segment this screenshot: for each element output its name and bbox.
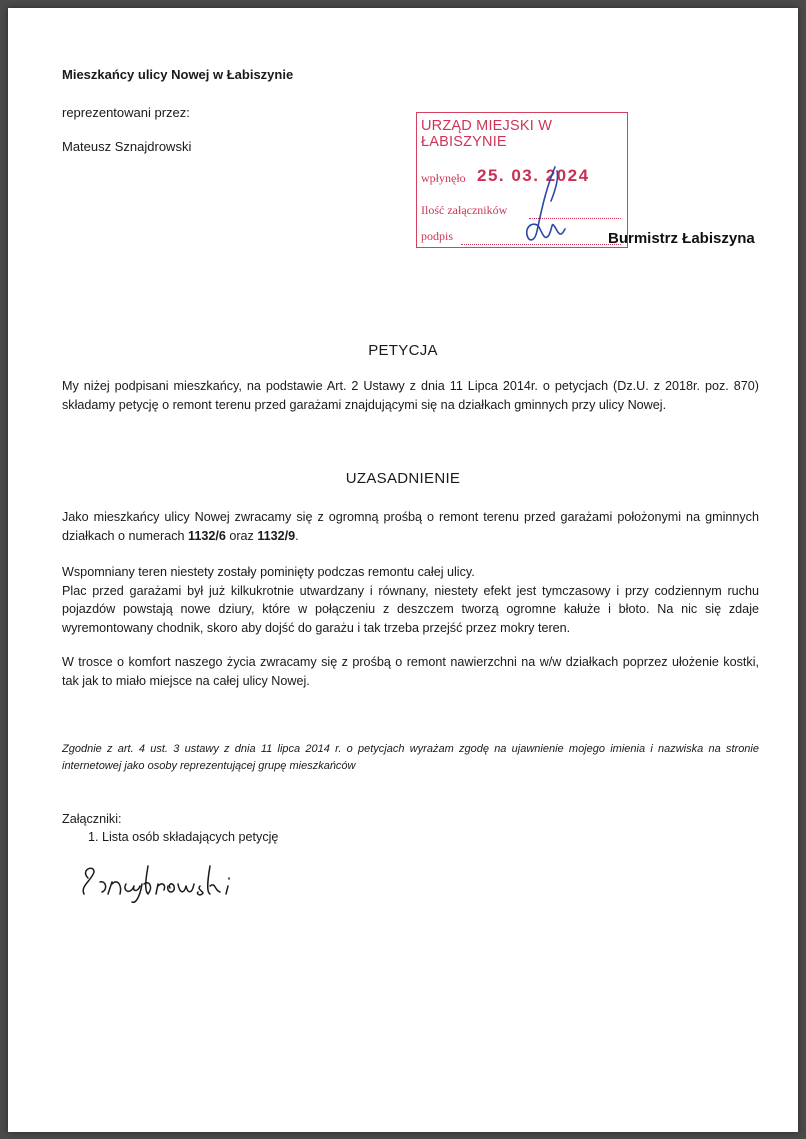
justification-heading: UZASADNIENIE bbox=[345, 470, 461, 487]
attachments-label: Załączniki: bbox=[62, 812, 122, 826]
petition-heading: PETYCJA bbox=[368, 342, 438, 359]
parcel-number-1: 1132/6 bbox=[188, 528, 226, 543]
stamp-attachments-label: Ilość załączników bbox=[421, 203, 508, 217]
consent-statement: Zgodnie z art. 4 ust. 3 ustawy z dnia 11 lipca 2014 r. o petycjach wyrażam zgodę na ujawnienie mojego imienia i nazwiska na stronie internetowej jako osoby reprezentującej grupę mieszkańców bbox=[62, 743, 759, 772]
justification-paragraph-4 bbox=[62, 653, 759, 690]
justification-p1-end: . bbox=[295, 528, 299, 543]
registry-stamp bbox=[416, 112, 628, 248]
petition-text bbox=[62, 377, 759, 414]
parcel-number-2: 1132/9 bbox=[257, 528, 296, 543]
stamp-received-label: wpłynęło bbox=[421, 171, 466, 185]
handwritten-signature bbox=[78, 856, 248, 906]
justification-paragraph-2 bbox=[62, 563, 759, 637]
justification-paragraph-1 bbox=[62, 508, 759, 545]
justification-p4-text: W trosce o komfort naszego życia zwracamy się z prośbą o remont nawierzchni na w/w działkach poprzez ułożenie kostki, tak jak to miało miejsce na całej ulicy Nowej. bbox=[62, 655, 759, 688]
represented-by-label: reprezentowani przez: bbox=[62, 105, 190, 120]
justification-p2-text: Wspomniany teren niestety zostały pominięty podczas remontu całej ulicy. bbox=[62, 565, 475, 579]
sender-title: Mieszkańcy ulicy Nowej w Łabiszynie bbox=[62, 67, 294, 82]
attachment-item: 1. Lista osób składających petycję bbox=[88, 830, 279, 844]
justification-p3-text: Plac przed garażami był już kilkukrotnie utwardzany i równany, niestety efekt jest tymczasowy i przy codziennym ruchu pojazdów powstają nowe dziury, które w połączeniu z deszczem tworzą ogromne kałuże i błoto. Na nic się zdaje wyremontowany chodnik, skoro aby dojść do garażu i tak trzeba przejść przez mokry teren. bbox=[62, 583, 759, 635]
document-page bbox=[8, 8, 798, 1132]
justification-p1-text: Jako mieszkańcy ulicy Nowej zwracamy się z ogromną prośbą o remont terenu przed garażami położonymi na gminnych działkach o numerach bbox=[62, 510, 759, 543]
justification-p1-mid: oraz bbox=[225, 528, 258, 543]
stamp-signature-label: podpis bbox=[421, 229, 454, 243]
stamp-office: URZĄD MIEJSKI W ŁABISZYNIE bbox=[421, 118, 553, 150]
stamp-date: 25. 03. 2024 bbox=[477, 166, 590, 185]
petition-paragraph: My niżej podpisani mieszkańcy, na podstawie Art. 2 Ustawy z dnia 11 Lipca 2014r. o petycjach (Dz.U. z 2018r. poz. 870) składamy petycję o remont terenu przed garażami znajdującymi się na działkach gminnych przy ulicy Nowej. bbox=[62, 379, 759, 412]
stamp-signature-scribble bbox=[515, 161, 575, 247]
representative-name: Mateusz Sznajdrowski bbox=[62, 139, 192, 154]
recipient: Burmistrz Łabiszyna bbox=[608, 230, 755, 247]
